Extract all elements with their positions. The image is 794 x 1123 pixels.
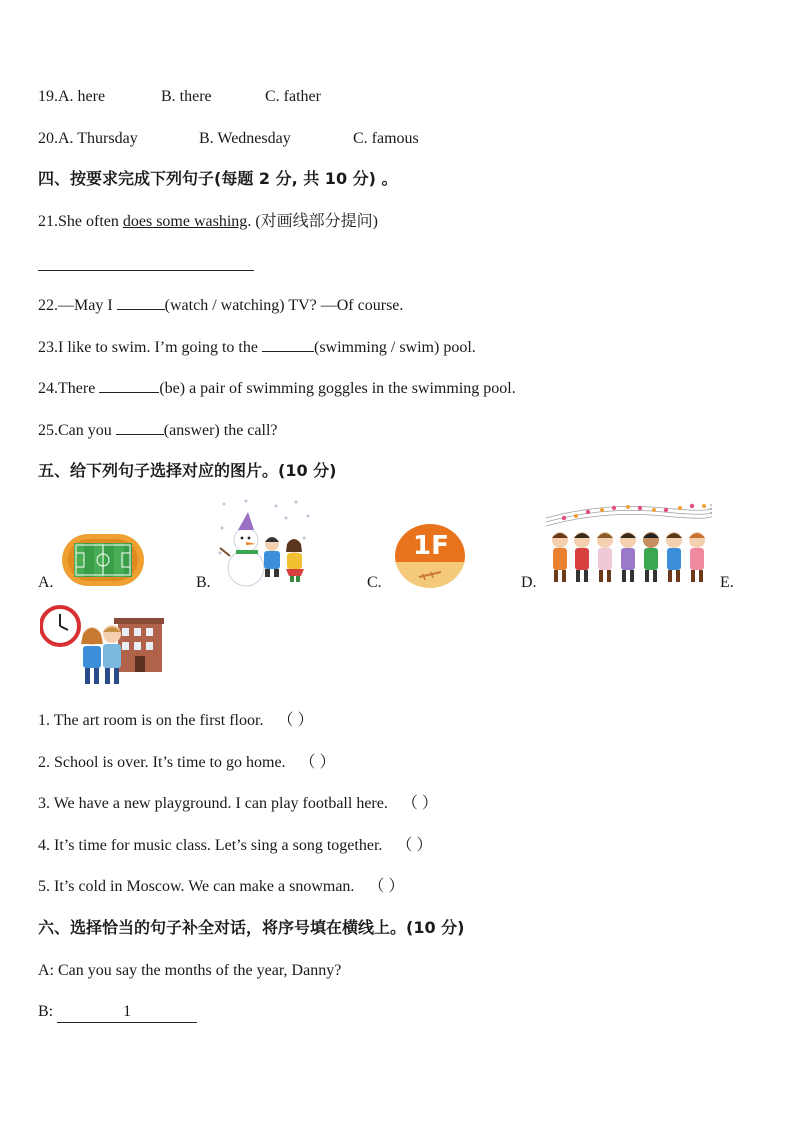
question-21: [38, 212, 378, 232]
sentence-end: (answer) the call?: [163, 422, 278, 439]
floor-sign-number: 1F: [413, 531, 449, 561]
question-19: [38, 87, 321, 107]
question-number: 24.: [38, 380, 58, 397]
question-22: [38, 295, 403, 316]
snowman-picture: [216, 498, 316, 590]
matching-sentence: 3. We have a new playground. I can play football here.: [38, 795, 388, 812]
matching-item-4: [38, 836, 432, 856]
sentence-start: I like to swim. I’m going to the: [58, 339, 262, 356]
fill-blank[interactable]: [116, 420, 164, 435]
fill-blank[interactable]: [99, 378, 159, 393]
matching-item-2: [38, 753, 336, 773]
answer-parentheses[interactable]: （ ）: [299, 754, 336, 771]
question-number: 20.: [38, 130, 58, 147]
fill-blank[interactable]: [117, 295, 165, 310]
sentence-end: (swimming / swim) pool.: [313, 339, 476, 356]
question-23: [38, 337, 476, 358]
matching-sentence: 5. It’s cold in Moscow. We can make a snowman.: [38, 878, 355, 895]
picture-label-d: D.: [521, 574, 537, 591]
matching-sentence: 2. School is over. It’s time to go home.: [38, 754, 286, 771]
option-b: B. Wednesday: [199, 130, 291, 147]
sentence-start: There: [58, 380, 100, 397]
matching-sentence: 4. It’s time for music class. Let’s sing a song together.: [38, 837, 383, 854]
question-20: [38, 129, 419, 149]
question-25: [38, 420, 278, 441]
question-number: 22.: [38, 297, 58, 314]
picture-label-b: B.: [196, 574, 211, 591]
question-number: 19.: [38, 88, 58, 105]
question-number: 21.: [38, 213, 58, 230]
sentence-start: —May I: [58, 297, 117, 314]
option-a: A. here: [58, 88, 106, 105]
option-c: C. father: [265, 88, 321, 105]
answer-parentheses[interactable]: （ ）: [368, 878, 405, 895]
fill-blank[interactable]: [262, 337, 314, 352]
question-number: 25.: [38, 422, 58, 439]
matching-sentence: 1. The art room is on the first floor.: [38, 712, 264, 729]
picture-label-e: E.: [720, 574, 734, 591]
section-5-heading: 五、给下列句子选择对应的图片。(10 分): [38, 461, 337, 480]
sentence-start: Can you: [58, 422, 116, 439]
dialog-answer-blank[interactable]: 1: [57, 1002, 197, 1023]
picture-label-c: C.: [367, 574, 382, 591]
option-c: C. famous: [353, 130, 419, 147]
first-floor-sign-picture: [393, 522, 467, 590]
matching-item-3: [38, 794, 438, 814]
option-a: A. Thursday: [58, 130, 138, 147]
going-home-picture: [40, 604, 164, 690]
answer-parentheses[interactable]: （ ）: [396, 837, 433, 854]
football-field-picture: [60, 532, 146, 588]
underlined-phrase: does some washing: [122, 213, 248, 230]
speaker-b: B:: [38, 1003, 58, 1020]
sentence-start: She often: [58, 213, 123, 230]
section-6-heading: 六、选择恰当的句子补全对话，将序号填在横线上。(10 分): [38, 918, 465, 937]
answer-parentheses[interactable]: （ ）: [277, 712, 314, 729]
section-4-heading: 四、按要求完成下列句子(每题 2 分, 共 10 分) 。: [38, 169, 398, 188]
option-b: B. there: [161, 88, 212, 105]
answer-parentheses[interactable]: （ ）: [401, 795, 438, 812]
matching-item-1: [38, 711, 313, 731]
sentence-end: (watch / watching) TV? —Of course.: [164, 297, 404, 314]
singing-children-picture: [544, 498, 712, 590]
sentence-end: (be) a pair of swimming goggles in the swimming pool.: [159, 380, 516, 397]
question-24: [38, 378, 516, 399]
dialog-line-a: A: Can you say the months of the year, Danny?: [38, 962, 342, 979]
instruction: . (对画线部分提问): [247, 213, 378, 230]
answer-line[interactable]: [38, 270, 254, 271]
picture-label-a: A.: [38, 574, 54, 591]
question-number: 23.: [38, 339, 58, 356]
dialog-line-b: [38, 1002, 197, 1023]
matching-item-5: [38, 877, 404, 897]
